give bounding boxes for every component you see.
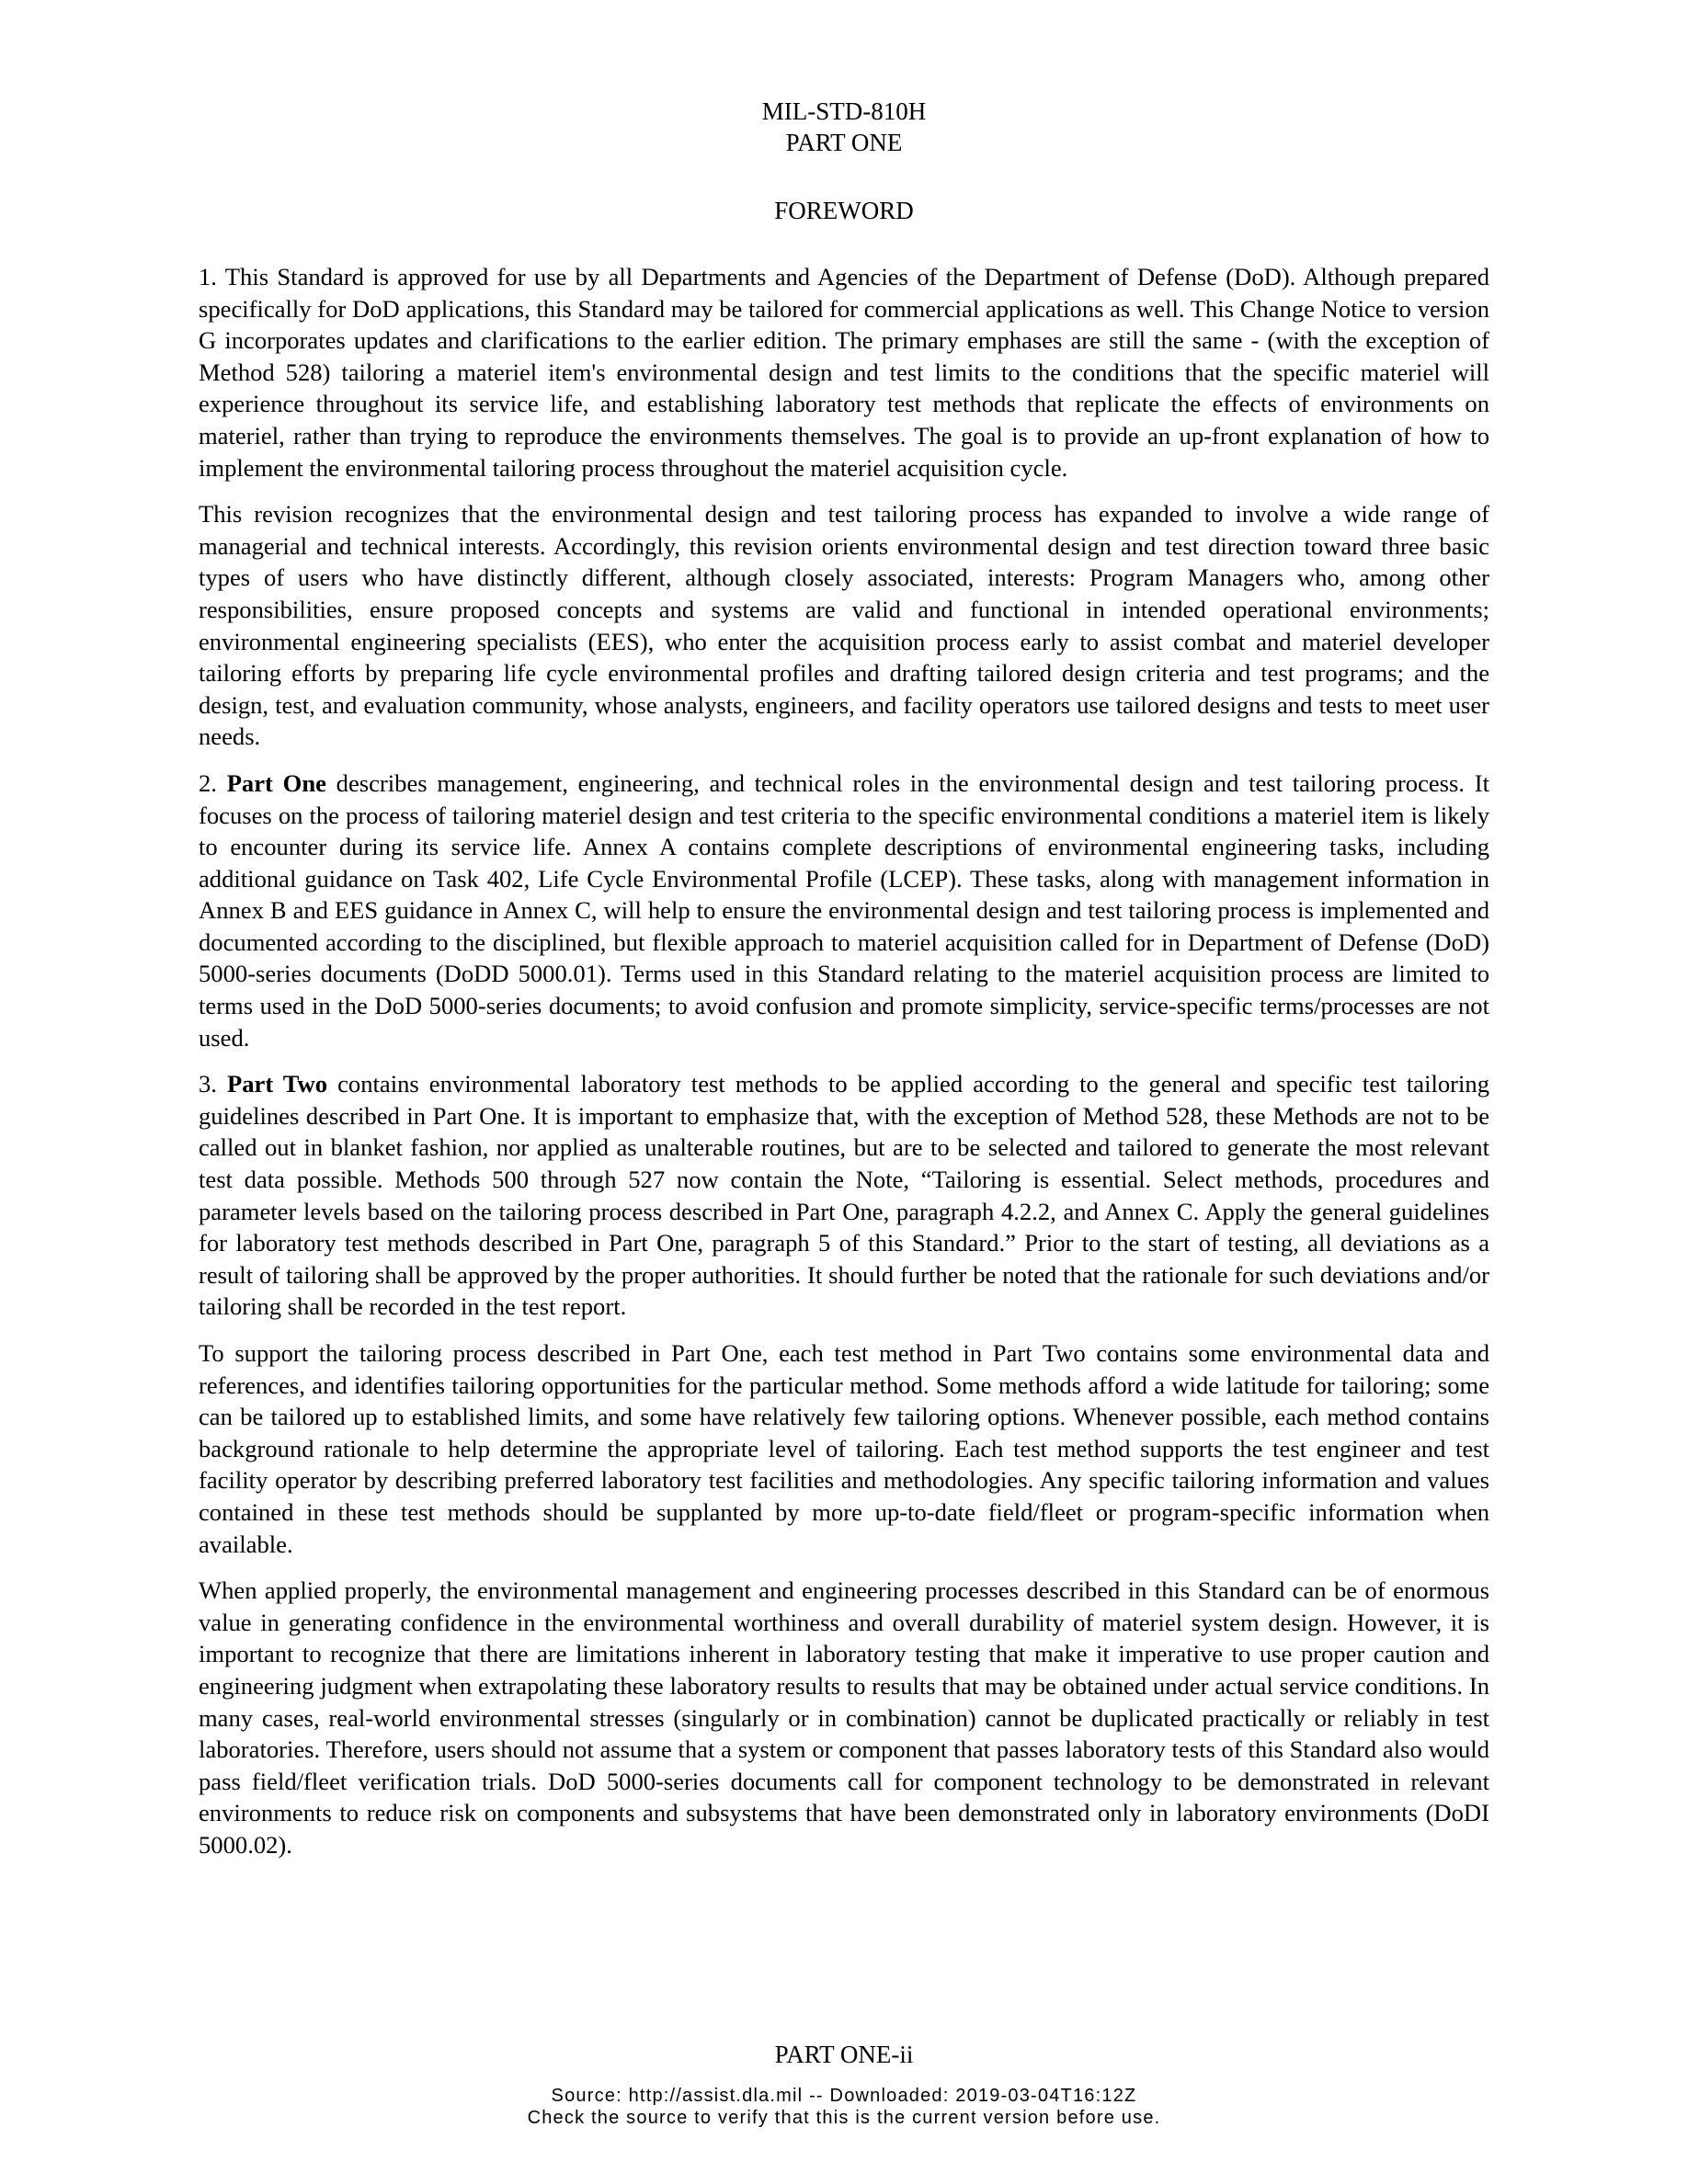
paragraph-lead: 2. [199, 768, 227, 797]
page-number: PART ONE-ii [774, 2041, 914, 2068]
part-label: PART ONE [785, 129, 903, 156]
paragraph-1 [199, 261, 1489, 483]
paragraph-text: 1. This Standard is approved for use by all Departments and Agencies of the Department of Defense (DoD). Although prepared specifically for DoD applications, this Standard may be tailored for commercial applications as well. This Change Notice to version G incorporates updates and clarifications to the earlier edition. The primary emphases are still the same - (with the exception of Method 528) tailoring a materiel item's environmental design and test limits to the conditions that the specific materiel will experience throughout its service life, and establishing laboratory test methods that replicate the effects of environments on materiel, rather than trying to reproduce the environments themselves. The goal is to provide an up-front explanation of how to implement the environmental tailoring process throughout the materiel acquisition cycle. [199, 263, 1489, 482]
verify-line: Check the source to verify that this is the current version before use. [527, 2108, 1161, 2128]
paragraph-6 [199, 1575, 1489, 1860]
paragraph-bold: Part One [226, 768, 326, 797]
paragraph-4 [199, 1068, 1489, 1323]
paragraph-2 [199, 498, 1489, 753]
paragraph-5 [199, 1337, 1489, 1560]
source-note [0, 2085, 1688, 2129]
paragraph-lead: 3. [199, 1070, 228, 1098]
paragraph-text: This revision recognizes that the environmental design and test tailoring process has expanded to involve a wide range of managerial and technical interests. Accordingly, this revision orients environmental design and test direction toward three basic types of users who have distinctly different, although closely associated, interests: Program Managers who, among other responsibilities, ensure proposed concepts and systems are valid and functional in intended operational environments; environmental engineering specialists (EES), who enter the acquisition process early to assist combat and materiel developer tailoring efforts by preparing life cycle environmental profiles and drafting tailored design criteria and test programs; and the design, test, and evaluation community, whose analysts, engineers, and facility operators use tailored designs and tests to meet user needs. [199, 500, 1489, 751]
paragraph-text: When applied properly, the environmental management and engineering processes described in this Standard can be of enormous value in generating confidence in the environmental worthiness and overall durability of materiel system design. However, it is important to recognize that there are limitations inherent in laboratory testing that make it imperative to use proper caution and engineering judgment when extrapolating these laboratory results to results that may be obtained under actual service conditions. In many cases, real-world environmental stresses (singularly or in combination) cannot be duplicated practically or reliably in test laboratories. Therefore, users should not assume that a system or component that passes laboratory tests of this Standard also would pass field/fleet verification trials. DoD 5000-series documents call for component technology to be demonstrated in relevant environments to reduce risk on components and subsystems that have been demonstrated only in laboratory environments (DoDI 5000.02). [199, 1576, 1489, 1859]
document-id: MIL-STD-810H [761, 97, 927, 125]
section-title: FOREWORD [774, 197, 914, 224]
paragraph-bold: Part Two [227, 1070, 328, 1098]
paragraph-3 [199, 768, 1489, 1053]
paragraph-text: describes management, engineering, and technical roles in the environmental design and test tailoring process. It focuses on the process of tailoring materiel design and test criteria to the specific environmental conditions a materiel item is likely to encounter during its service life. Annex A contains complete descriptions of environmental engineering tasks, including additional guidance on Task 402, Life Cycle Environmental Profile (LCEP). These tasks, along with management information in Annex B and EES guidance in Annex C, will help to ensure the environmental design and test tailoring process is implemented and documented according to the disciplined, but flexible approach to materiel acquisition called for in Department of Defense (DoD) 5000-series documents (DoDD 5000.01). Terms used in this Standard relating to the materiel acquisition process are limited to terms used in the DoD 5000-series documents; to avoid confusion and promote simplicity, service-specific terms/processes are not used. [199, 768, 1490, 1052]
paragraph-text: To support the tailoring process described in Part One, each test method in Part Two contains some environmental data and references, and identifies tailoring opportunities for the particular method. Some methods afford a wide latitude for tailoring; some can be tailored up to established limits, and some have relatively few tailoring options. Whenever possible, each method contains background rationale to help determine the appropriate level of tailoring. Each test method supports the test engineer and test facility operator by describing preferred laboratory test facilities and methodologies. Any specific tailoring information and values contained in these test methods should be supplanted by more up-to-date field/fleet or program-specific information when available. [199, 1339, 1489, 1558]
paragraph-text: contains environmental laboratory test methods to be applied according to the general and specific test tailoring guidelines described in Part One. It is important to emphasize that, with the exception of Method 528, these Methods are not to be called out in blanket fashion, nor applied as unalterable routines, but are to be selected and tailored to generate the most relevant test data possible. Methods 500 through 527 now contain the Note, “Tailoring is essential. Select methods, procedures and parameter levels based on the tailoring process described in Part One, paragraph 4.2.2, and Annex C. Apply the general guidelines for laboratory test methods described in Part One, paragraph 5 of this Standard.” Prior to the start of testing, all deviations as a result of tailoring shall be approved by the proper authorities. It should further be noted that the rationale for such deviations and/or tailoring shall be recorded in the test report. [199, 1070, 1489, 1321]
foreword-body [199, 261, 1489, 1876]
source-line: Source: http://assist.dla.mil -- Downloaded: 2019-03-04T16:12Z [551, 2086, 1137, 2106]
